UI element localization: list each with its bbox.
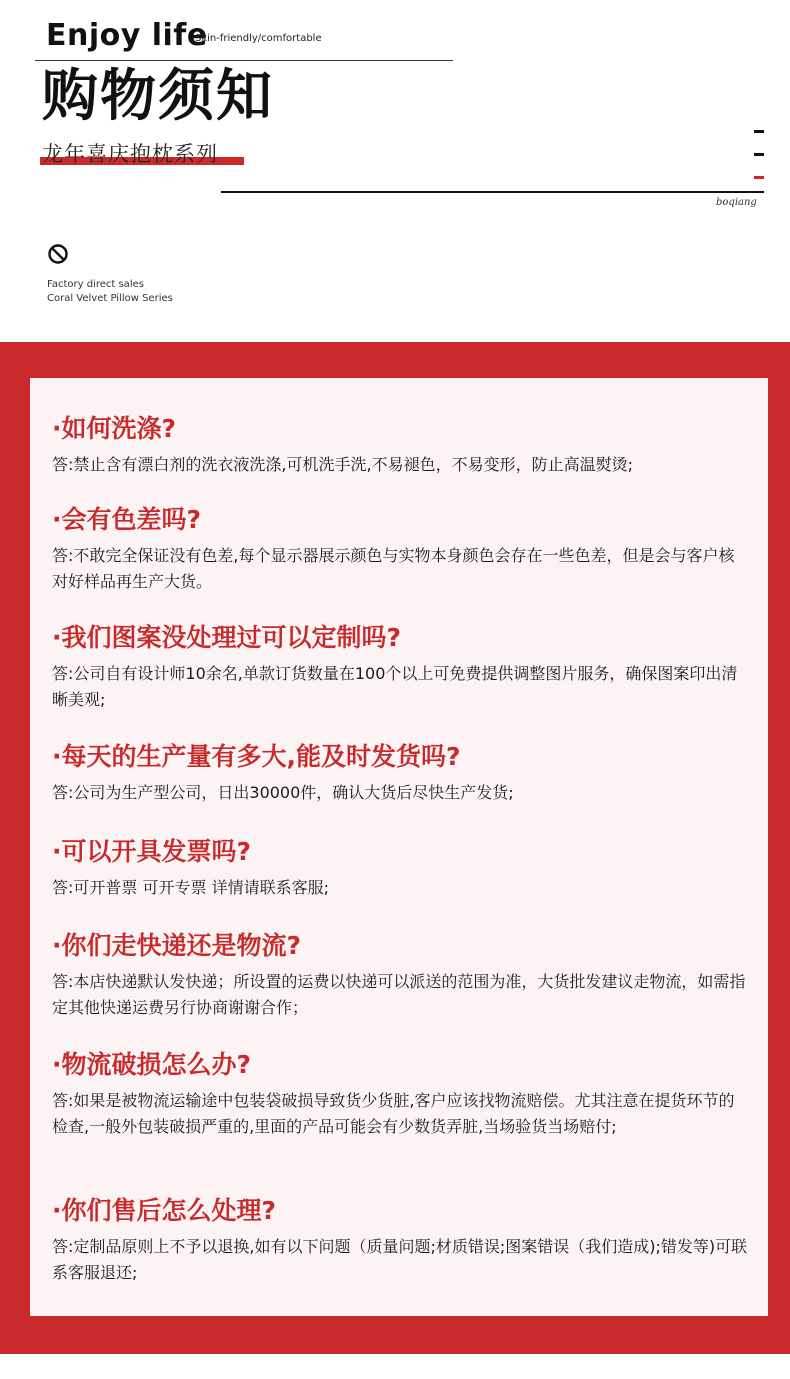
faq-question: ·如何洗涤? <box>52 414 176 443</box>
faq-item <box>52 503 750 595</box>
series-text: Coral Velvet Pillow Series <box>47 293 173 304</box>
brand-text: boqiang <box>716 197 757 208</box>
header-section <box>0 0 790 342</box>
faq-question: ·物流破损怎么办? <box>52 1050 251 1079</box>
faq-answer: 答:如果是被物流运输途中包装袋破损导致货少货脏,客户应该找物流赔偿。尤其注意在提货环节的检查,一般外包装破损严重的,里面的产品可能会有少数货弄脏,当场验货当场赔付; <box>52 1091 735 1136</box>
subtitle: 龙年喜庆抱枕系列 <box>42 142 218 166</box>
faq-question: ·会有色差吗? <box>52 505 201 534</box>
faq-answer: 答:禁止含有漂白剂的洗衣液洗涤,可机洗手洗,不易褪色，不易变形，防止高温熨烫; <box>52 455 633 474</box>
dash-mark <box>754 153 764 156</box>
faq-answer: 答:定制品原则上不予以退换,如有以下问题（质量问题;材质错误;图案错误（我们造成);错发等)可联系客服退还; <box>52 1237 748 1282</box>
faq-item <box>52 740 750 806</box>
faq-answer: 答:可开普票 可开专票 详情请联系客服; <box>52 878 329 897</box>
faq-question: ·每天的生产量有多大,能及时发货吗? <box>52 742 461 771</box>
faq-item <box>52 835 750 901</box>
faq-item <box>52 929 750 1021</box>
subtitle-block <box>40 138 244 168</box>
faq-answer: 答:本店快递默认发快递；所设置的运费以快递可以派送的范围为准，大货批发建议走物流，如需指定其他快递运费另行协商谢谢合作； <box>52 972 746 1017</box>
faq-card <box>30 378 768 1316</box>
faq-item <box>52 412 750 478</box>
ban-icon <box>47 243 69 265</box>
bottom-strip <box>0 1354 790 1379</box>
faq-question: ·你们走快递还是物流? <box>52 931 301 960</box>
faq-item <box>52 621 750 713</box>
page-title: 购物须知 <box>42 64 274 129</box>
faq-item <box>52 1048 750 1140</box>
faq-answer: 答:公司自有设计师10余名,单款订货数量在100个以上可免费提供调整图片服务，确保图案印出清晰美观; <box>52 664 738 709</box>
faq-answer: 答:不敢完全保证没有色差,每个显示器展示颜色与实物本身颜色会存在一些色差，但是会与客户核对好样品再生产大货。 <box>52 546 735 591</box>
long-divider <box>221 191 764 193</box>
top-divider <box>35 60 453 61</box>
faq-answer: 答:公司为生产型公司，日出30000件，确认大货后尽快生产发货; <box>52 783 514 802</box>
faq-question: ·我们图案没处理过可以定制吗? <box>52 623 402 652</box>
tagline: Skin-friendly/comfortable <box>195 33 322 44</box>
faq-item <box>52 1194 750 1286</box>
dash-mark <box>754 130 764 133</box>
factory-text: Factory direct sales <box>47 279 144 290</box>
faq-question: ·你们售后怎么处理? <box>52 1196 276 1225</box>
faq-question: ·可以开具发票吗? <box>52 837 251 866</box>
dash-mark-red <box>754 176 764 179</box>
enjoy-life-heading: Enjoy life <box>46 18 208 53</box>
